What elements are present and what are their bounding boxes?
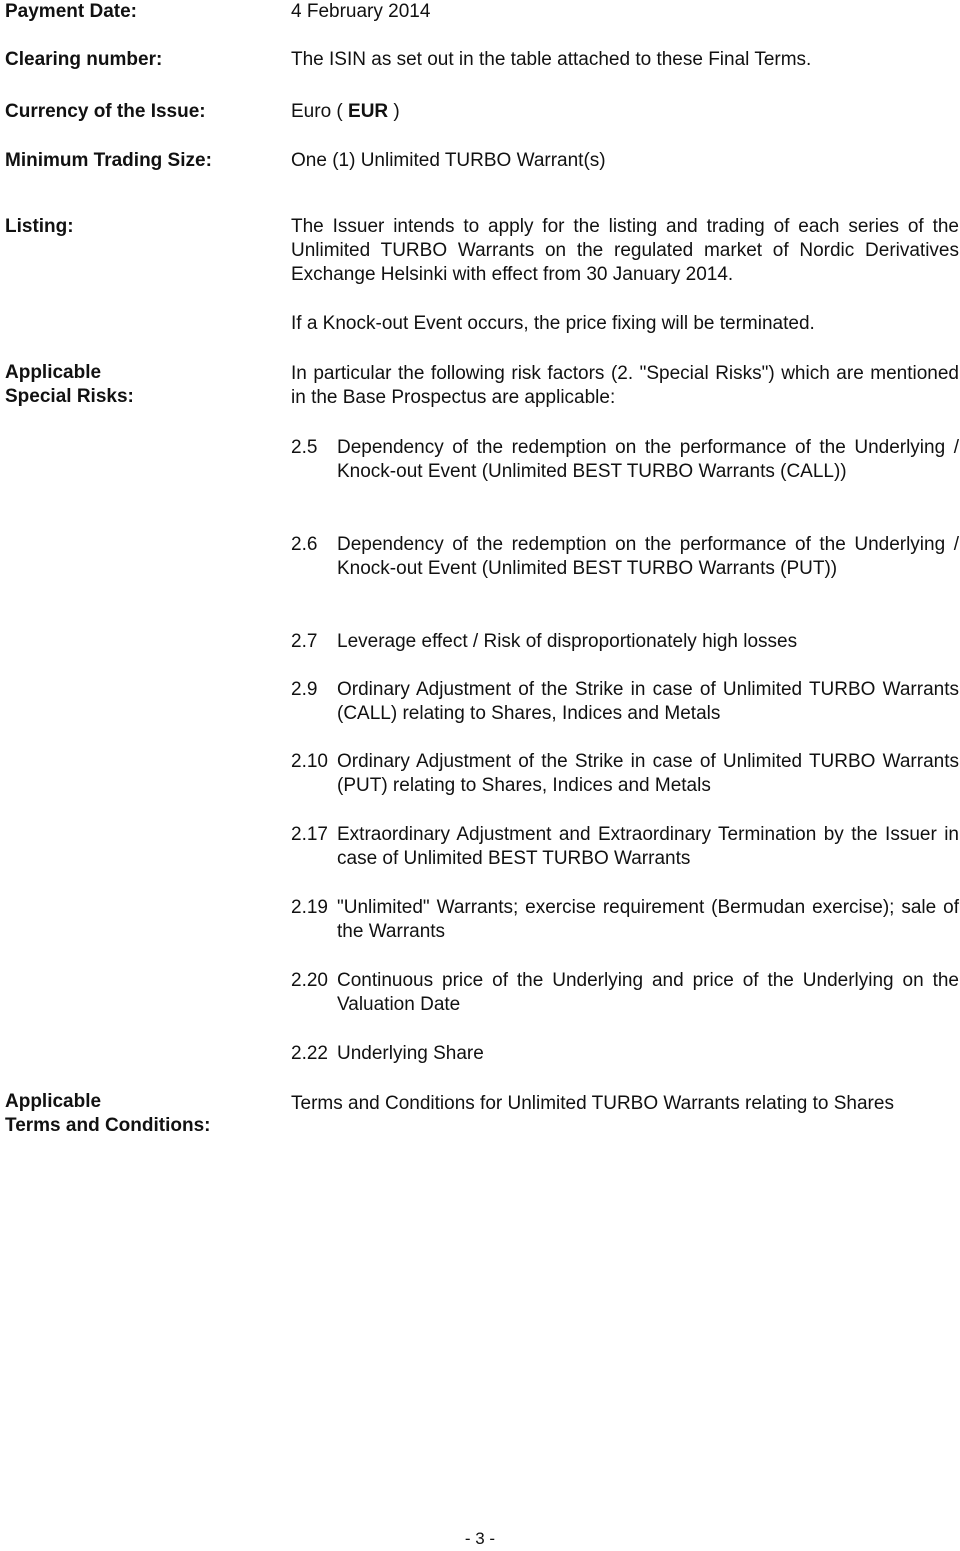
payment-date-value: 4 February 2014 xyxy=(291,1,431,22)
risk-item-number: 2.5 xyxy=(291,437,318,458)
risk-item-text: Underlying Share xyxy=(337,1043,484,1064)
risk-item-text: Ordinary Adjustment of the Strike in case of Unlimited TURBO Warrants (PUT) relating to Shares, Indices and Metals xyxy=(337,751,959,796)
special-risks-label-line2: Special Risks: xyxy=(5,386,134,407)
risk-item-text: Continuous price of the Underlying and price of the Underlying on the Valuation Date xyxy=(337,970,959,1015)
currency-label: Currency of the Issue: xyxy=(5,101,206,122)
terms-label-line2: Terms and Conditions: xyxy=(5,1115,211,1136)
payment-date-label: Payment Date: xyxy=(5,1,137,22)
listing-label: Listing: xyxy=(5,216,74,237)
risk-item xyxy=(291,533,959,581)
risk-item xyxy=(291,1042,959,1066)
risk-item xyxy=(291,896,959,944)
risk-item-number: 2.19 xyxy=(291,897,328,918)
risk-item-text: Ordinary Adjustment of the Strike in case of Unlimited TURBO Warrants (CALL) relating to Shares, Indices and Metals xyxy=(337,679,959,724)
risk-item-number: 2.6 xyxy=(291,534,318,555)
special-risks-label-line1: Applicable xyxy=(5,362,102,383)
terms-label-line1: Applicable xyxy=(5,1091,102,1112)
special-risks-label xyxy=(5,361,134,409)
risk-item-number: 2.9 xyxy=(291,679,318,700)
terms-label xyxy=(5,1090,210,1138)
risk-item-number: 2.10 xyxy=(291,751,328,772)
risk-item xyxy=(291,630,959,654)
risk-item-text: Dependency of the redemption on the performance of the Underlying / Knock-out Event (Unlimited BEST TURBO Warrants (CALL)) xyxy=(337,437,959,482)
clearing-number-value: The ISIN as set out in the table attached to these Final Terms. xyxy=(291,49,812,70)
risk-item-number: 2.22 xyxy=(291,1043,328,1064)
special-risks-intro: In particular the following risk factors (2. "Special Risks") which are mentioned in the Base Prospectus are applicable: xyxy=(291,363,959,408)
risk-item xyxy=(291,750,959,798)
currency-code: EUR xyxy=(348,101,389,122)
currency-prefix: Euro ( xyxy=(291,101,349,122)
clearing-number-label: Clearing number: xyxy=(5,49,163,70)
currency-suffix: ) xyxy=(388,101,400,122)
risk-item xyxy=(291,823,959,871)
min-trading-size-value: One (1) Unlimited TURBO Warrant(s) xyxy=(291,150,606,171)
listing-value: The Issuer intends to apply for the listing and trading of each series of the Unlimited TURBO Warrants on the regulated market of Nordic Derivatives Exchange Helsinki with effect from 30 January 2014. xyxy=(291,216,959,285)
terms-value: Terms and Conditions for Unlimited TURBO Warrants relating to Shares xyxy=(291,1093,894,1114)
risk-item-number: 2.7 xyxy=(291,631,318,652)
risk-item-text: Extraordinary Adjustment and Extraordinary Termination by the Issuer in case of Unlimited BEST TURBO Warrants xyxy=(337,824,959,869)
page-number: - 3 - xyxy=(464,1529,496,1548)
risk-item xyxy=(291,969,959,1017)
min-trading-size-label: Minimum Trading Size: xyxy=(5,150,212,171)
knockout-note: If a Knock-out Event occurs, the price fixing will be terminated. xyxy=(291,313,815,334)
risk-item xyxy=(291,436,959,484)
risk-item-text: Leverage effect / Risk of disproportionately high losses xyxy=(337,631,798,652)
risk-item-text: "Unlimited" Warrants; exercise requirement (Bermudan exercise); sale of the Warrants xyxy=(337,897,959,942)
risk-item xyxy=(291,678,959,726)
currency-value xyxy=(291,100,400,124)
risk-item-number: 2.17 xyxy=(291,824,328,845)
risk-item-number: 2.20 xyxy=(291,970,328,991)
risk-item-text: Dependency of the redemption on the performance of the Underlying / Knock-out Event (Unlimited BEST TURBO Warrants (PUT)) xyxy=(337,534,959,579)
